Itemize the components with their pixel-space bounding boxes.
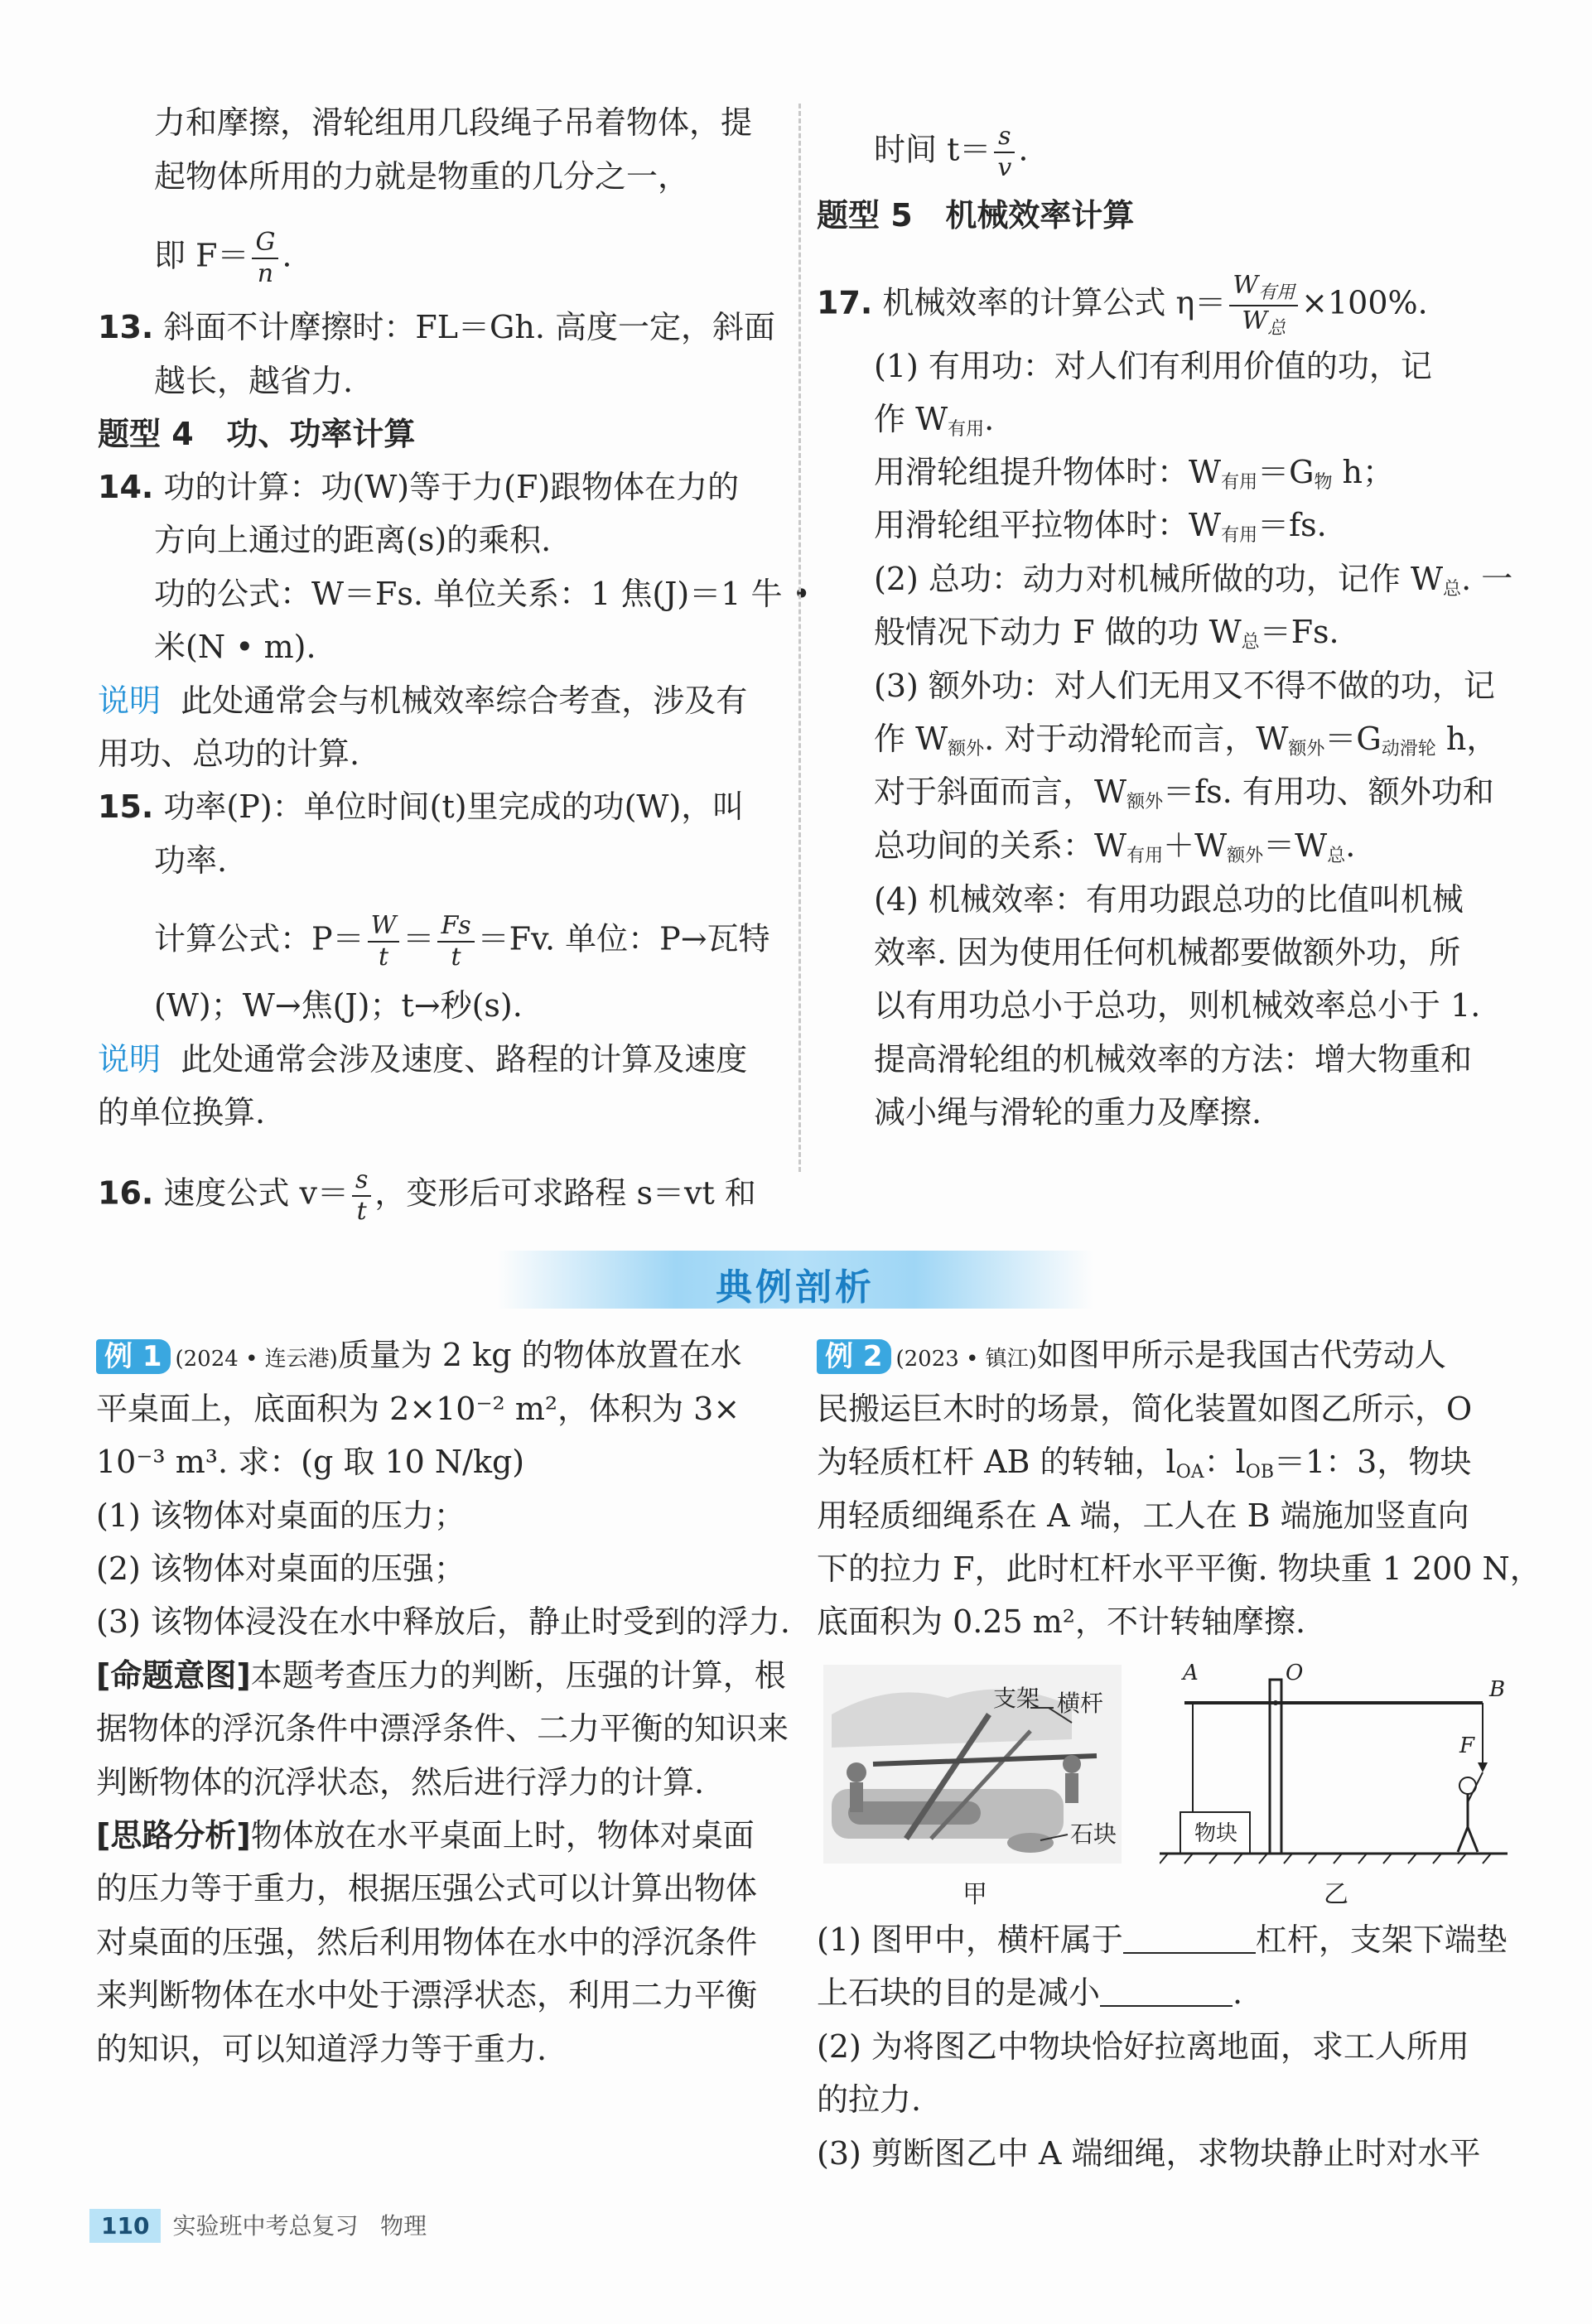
text-line: 起物体所用的力就是物重的几分之一， <box>154 158 690 195</box>
text-line: 判断物体的沉浮状态，然后进行浮力的计算. <box>96 1764 705 1801</box>
example-2-header: 例 2 (2023 • 镇江)如图甲所示是我国古代劳动人 <box>817 1335 1446 1379</box>
text-line: 对于斜面而言，$W_{额外}=fs$. 有用功、额外功和 <box>874 774 1494 812</box>
column-divider <box>798 104 801 1172</box>
question: 上石块的目的是减小 . <box>817 1974 1243 2011</box>
text-line: 米(N • m). <box>154 629 316 665</box>
text-line: 力和摩擦，滑轮组用几段绳子吊着物体，提 <box>154 104 753 141</box>
item-15: 15. 功率(P)：单位时间(t)里完成的功(W)，叫 <box>98 788 745 825</box>
text-line: 来判断物体在水中处于漂浮状态，利用二力平衡 <box>96 1977 758 2013</box>
answer-blank[interactable] <box>1123 1927 1256 1954</box>
text-line: 般情况下动力 F 做的功 $W_总=Fs$. <box>874 614 1339 653</box>
figure-label: 支架 <box>993 1685 1040 1712</box>
figure-caption: 甲 <box>962 1880 987 1909</box>
text-line: 作 $W_{额外}$. 对于动滑轮而言，$W_{额外}=G_{动滑轮}$ h， <box>874 721 1498 759</box>
question: (2) 为将图乙中物块恰好拉离地面，求工人所用 <box>817 2028 1469 2065</box>
item-14: 14. 功的计算：功(W)等于力(F)跟物体在力的 <box>98 469 740 505</box>
text-line: 提高滑轮组的机械效率的方法：增大物重和 <box>874 1041 1473 1078</box>
text-line: 用滑轮组提升物体时：$W_{有用}=G_物$ h； <box>874 454 1395 493</box>
text-line: 功的公式：W＝Fs. 单位关系：1 焦(J)＝1 牛 • <box>154 576 811 612</box>
text-line: 的知识，可以知道浮力等于重力. <box>96 2031 548 2067</box>
text-line: (3) 额外功：对人们无用又不得不做的功，记 <box>874 668 1495 704</box>
text-line: (1) 有用功：对人们有利用价值的功，记 <box>874 348 1432 384</box>
fraction: $\frac{G}{n}$ <box>252 230 278 287</box>
lever-diagram-yi <box>1160 1663 1508 1870</box>
text-line: 的单位换算. <box>98 1094 266 1131</box>
figure-label: 石块 <box>1070 1820 1117 1848</box>
example-1-header: 例 1 (2024 • 连云港)质量为 2 kg 的物体放置在水 <box>96 1335 742 1379</box>
text-line: 底面积为 0.25 m²，不计转轴摩擦. <box>817 1603 1306 1640</box>
text-line: [命题意图]本题考查压力的判断，压强的计算，根 <box>96 1657 786 1694</box>
illustration-figure-jia <box>823 1665 1122 1864</box>
figure-label: 横杆 <box>1057 1690 1104 1717</box>
text-line: 效率. 因为使用任何机械都要做额外功，所 <box>874 934 1461 971</box>
block-label: 物块 <box>1194 1821 1238 1846</box>
note: 说明 此处通常会涉及速度、路程的计算及速度 <box>98 1041 748 1078</box>
subject: 物理 <box>380 2212 427 2240</box>
text-line: (2) 总功：动力对机械所做的功，记作 $W_总$. 一 <box>874 561 1513 600</box>
example-tag: 例 2 <box>817 1339 891 1374</box>
text-line: 总功间的关系：$W_{有用}+W_{额外}=W_总$. <box>874 827 1356 866</box>
text-line: 越长，越省力. <box>154 363 354 399</box>
text-line: 以有用功总小于总功，则机械效率总小于 1. <box>874 987 1481 1024</box>
text-line: 为轻质杠杆 AB 的转轴，$l_{OA}$：$l_{OB}=1$：3，物块 <box>817 1444 1472 1483</box>
text-line: (W)；W→焦(J)；t→秒(s). <box>154 987 523 1024</box>
text-line: 平桌面上，底面积为 2×10⁻² m²，体积为 3× <box>96 1391 741 1427</box>
section-heading: 题型 5 机械效率计算 <box>817 197 1135 234</box>
item-17: 17. 机械效率的计算公式 η＝ $\frac{W_{有用}}{W_总}$ ×100%. <box>817 271 1428 339</box>
text-line: 方向上通过的距离(s)的乘积. <box>154 522 552 558</box>
answer-blank[interactable] <box>1100 1980 1233 2007</box>
text-line: 的拉力. <box>817 2081 922 2118</box>
section-banner: 典例剖析 <box>497 1251 1093 1309</box>
text-line: (4) 机械效率：有用功跟总功的比值叫机械 <box>874 881 1464 918</box>
text-line: [思路分析]物体放在水平桌面上时，物体对桌面 <box>96 1817 755 1854</box>
item-16: 16. 速度公式 v＝ $\frac{s}{t}$ ，变形后可求路程 s＝vt 和 <box>98 1165 756 1226</box>
question: (2) 该物体对桌面的压强； <box>96 1550 466 1587</box>
point-label-b: B <box>1489 1677 1506 1702</box>
text-line: 对桌面的压强，然后利用物体在水中的浮沉条件 <box>96 1924 758 1960</box>
point-label-a: A <box>1183 1663 1199 1685</box>
text-line: 用功、总功的计算. <box>98 735 360 772</box>
item-13: 13. 斜面不计摩擦时：FL＝Gh. 高度一定，斜面 <box>98 309 776 345</box>
text-line: 的压力等于重力，根据压强公式可以计算出物体 <box>96 1870 758 1907</box>
book-title: 实验班中考总复习 <box>172 2212 359 2240</box>
text-line: 用轻质细绳系在 A 端，工人在 B 端施加竖直向 <box>817 1497 1469 1534</box>
formula-line: 即 F＝ $\frac{G}{n}$ . <box>154 228 292 288</box>
text-line: 下的拉力 F，此时杠杆水平平衡. 物块重 1 200 N， <box>817 1550 1541 1587</box>
force-label-f: F <box>1459 1733 1475 1758</box>
text-line: 减小绳与滑轮的重力及摩擦. <box>874 1094 1262 1131</box>
question: (1) 图甲中，横杆属于 杠杆，支架下端垫 <box>817 1921 1508 1958</box>
text-line: 用滑轮组平拉物体时：$W_{有用}=fs$. <box>874 507 1327 546</box>
question: (3) 该物体浸没在水中释放后，静止时受到的浮力. <box>96 1603 790 1640</box>
text-line: 10⁻³ m³. 求：(g 取 10 N/kg) <box>96 1444 525 1480</box>
note: 说明 此处通常会与机械效率综合考查，涉及有 <box>98 682 748 719</box>
example-tag: 例 1 <box>96 1339 171 1374</box>
text-line: 据物体的浮沉条件中漂浮条件、二力平衡的知识来 <box>96 1710 789 1747</box>
figure-caption: 乙 <box>1324 1880 1348 1909</box>
question: (3) 剪断图乙中 A 端细绳，求物块静止时对水平 <box>817 2135 1481 2172</box>
formula-line: 时间 t＝ $\frac{s}{v}$ . <box>874 122 1029 182</box>
question: (1) 该物体对桌面的压力； <box>96 1497 466 1534</box>
text-line: 作 $W_{有用}$. <box>874 401 995 440</box>
page-footer <box>89 2208 427 2243</box>
text-line: 民搬运巨木时的场景，简化装置如图乙所示，O <box>817 1391 1473 1427</box>
page-number: 110 <box>89 2209 161 2243</box>
formula-line: 计算公式：P＝ $\frac{W}{t}$ ＝ $\frac{Fs}{t}$ ＝Fv. 单位：P→瓦特 <box>154 911 770 972</box>
section-heading: 题型 4 功、功率计算 <box>98 416 416 452</box>
text-line: 功率. <box>154 842 228 879</box>
point-label-o: O <box>1286 1663 1304 1685</box>
